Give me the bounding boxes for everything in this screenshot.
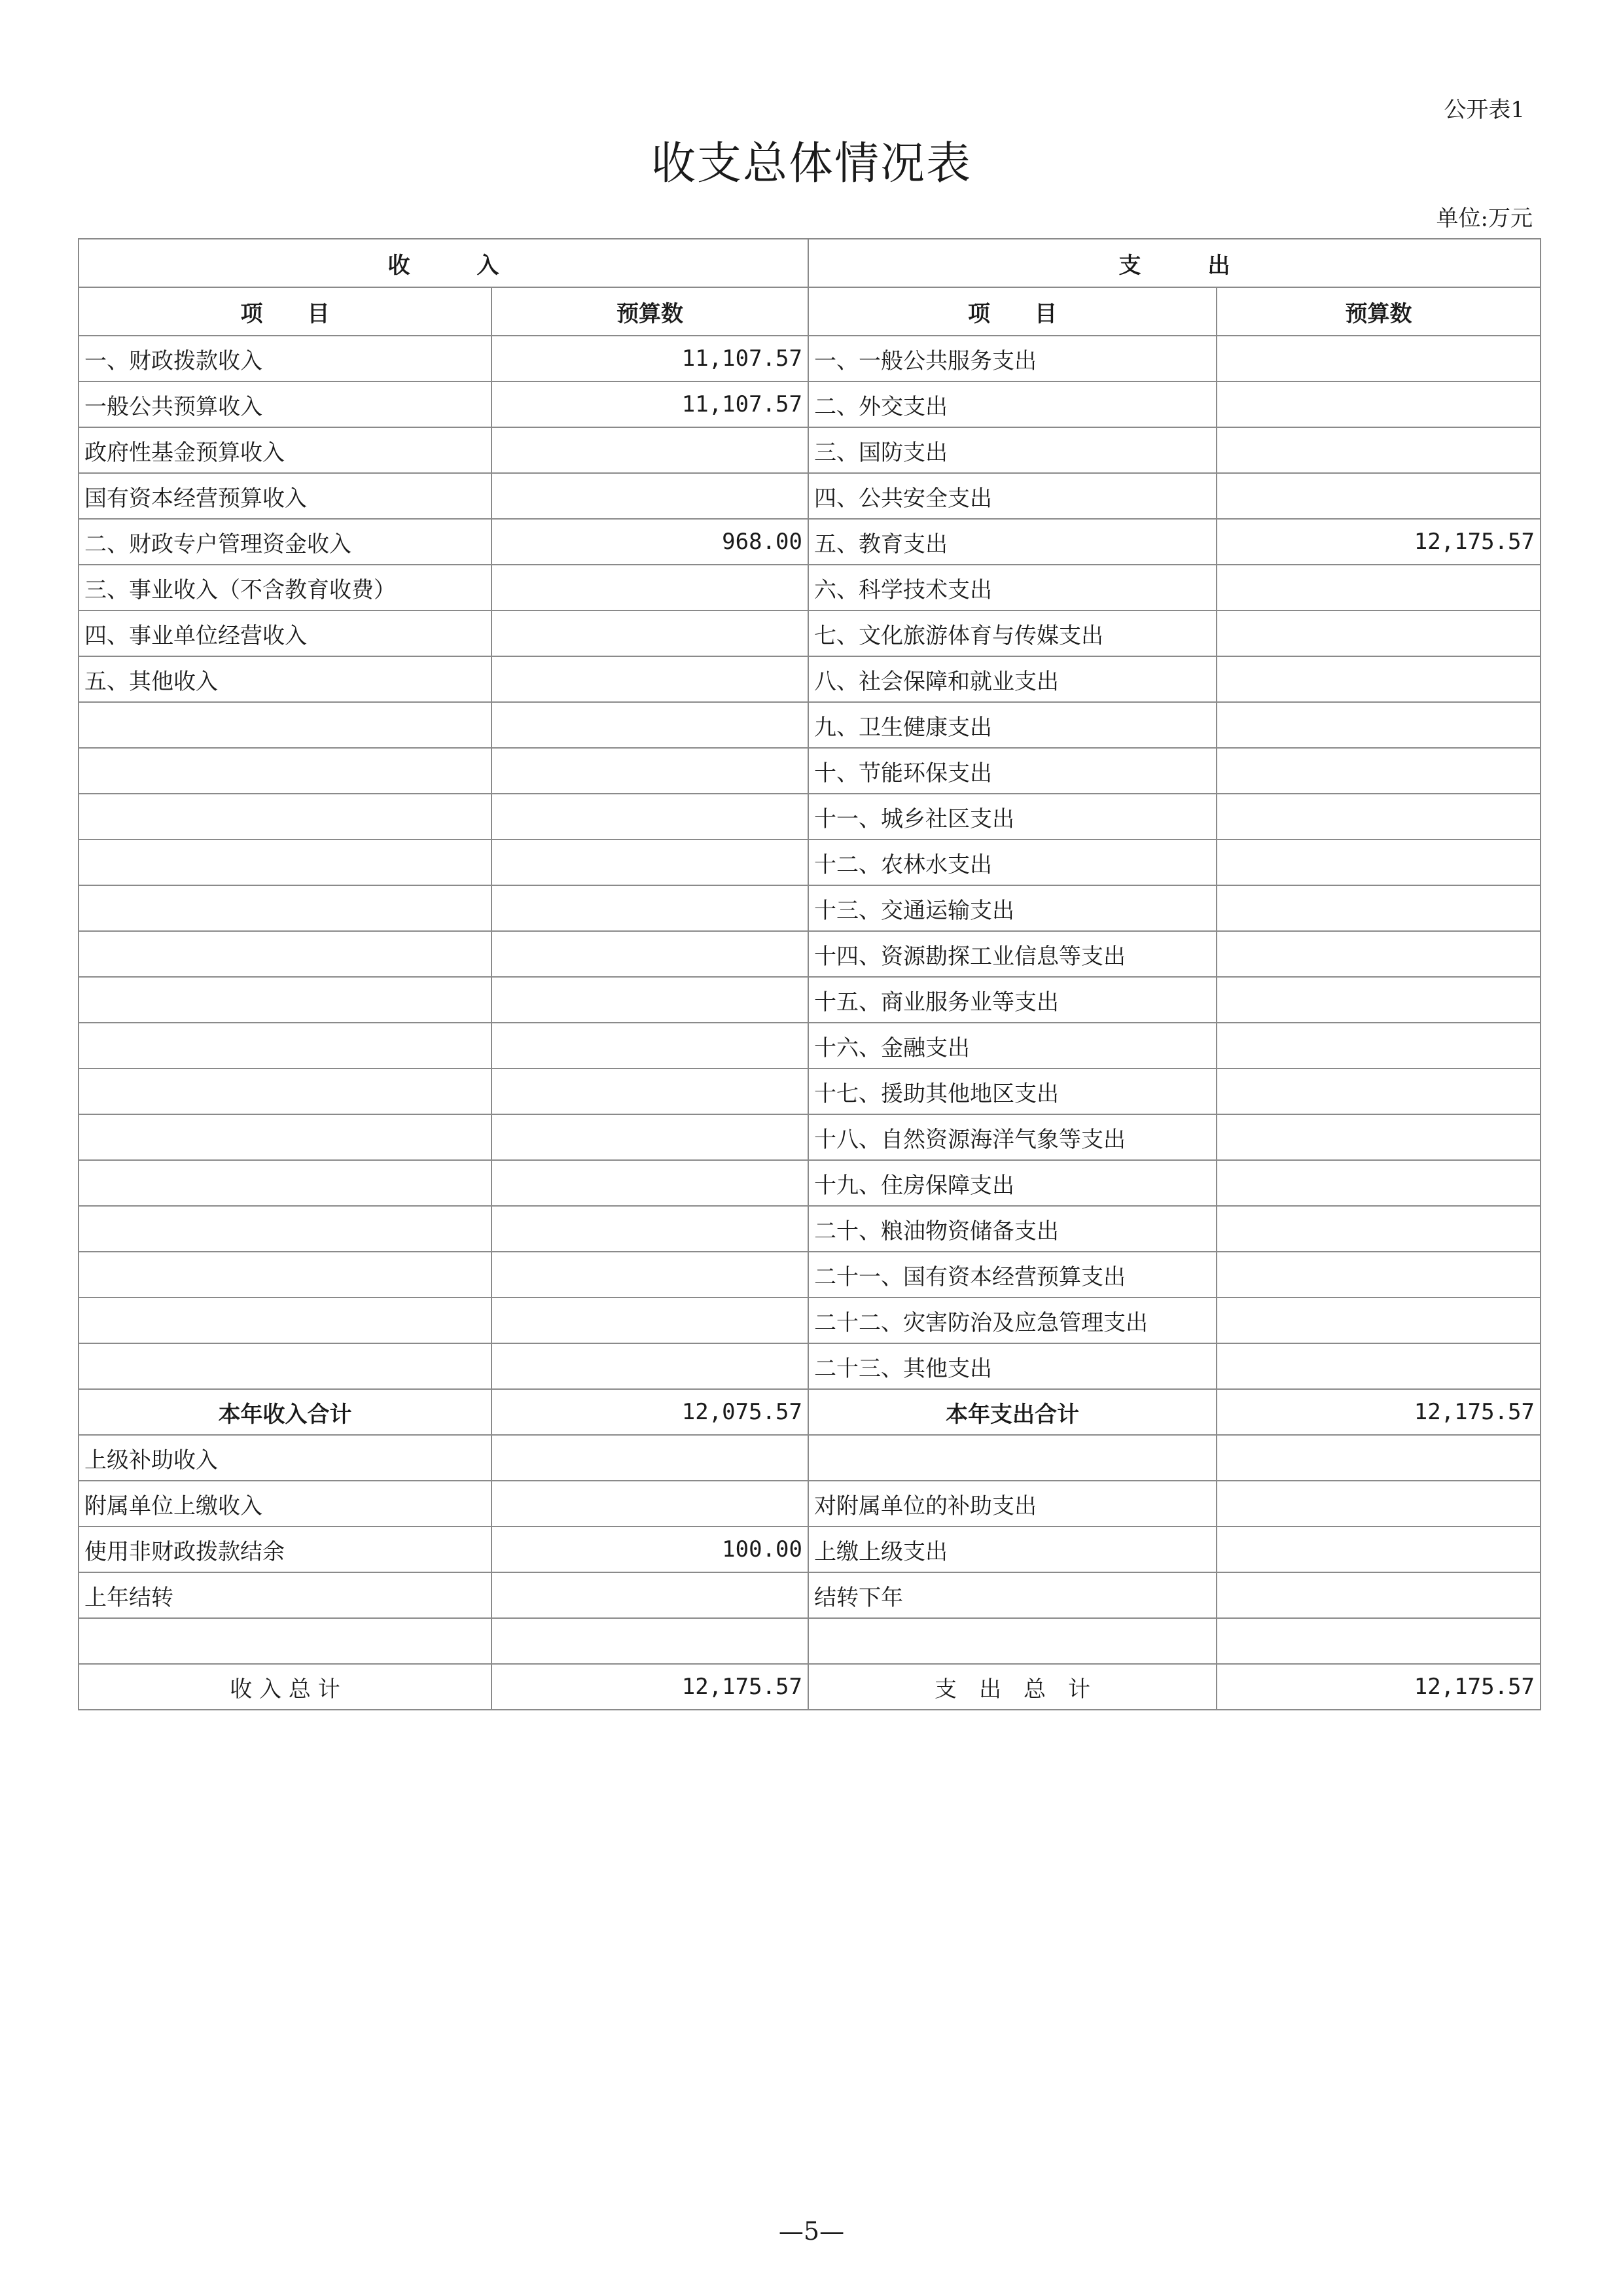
income-budget-column-header: 预算数 xyxy=(491,287,808,336)
income-value-cell: 11,107.57 xyxy=(491,381,808,427)
income-item-cell: 国有资本经营预算收入 xyxy=(79,473,491,519)
income-value-cell xyxy=(491,977,808,1023)
expense-item-cell: 六、科学技术支出 xyxy=(808,565,1217,610)
expense-item-cell: 二十三、其他支出 xyxy=(808,1343,1217,1389)
income-value-cell: 968.00 xyxy=(491,519,808,565)
expense-item-cell: 十、节能环保支出 xyxy=(808,748,1217,794)
income-item-cell: 二、财政专户管理资金收入 xyxy=(79,519,491,565)
income-value-cell xyxy=(491,794,808,839)
year-expense-total-label: 本年支出合计 xyxy=(808,1389,1217,1435)
income-item-cell xyxy=(79,1298,491,1343)
income-value-cell xyxy=(491,1252,808,1298)
expense-section-header: 支 出 xyxy=(808,239,1541,287)
income-value-cell xyxy=(491,1298,808,1343)
expense-item-cell: 三、国防支出 xyxy=(808,427,1217,473)
income-value-cell xyxy=(491,656,808,702)
table-row xyxy=(79,1343,1541,1389)
income-value-cell xyxy=(491,610,808,656)
income-item-cell xyxy=(79,1206,491,1252)
expense-value-cell xyxy=(1217,1069,1541,1114)
income-item-cell xyxy=(79,1618,491,1664)
page-number: —5— xyxy=(778,2217,845,2246)
document-code-label: 公开表1 xyxy=(1444,97,1525,123)
expense-value-cell xyxy=(1217,473,1541,519)
income-item-column-header: 项 目 xyxy=(79,287,491,336)
income-item-cell: 三、事业收入（不含教育收费） xyxy=(79,565,491,610)
expense-item-cell: 一、一般公共服务支出 xyxy=(808,336,1217,381)
expense-value-cell xyxy=(1217,565,1541,610)
expense-item-cell: 结转下年 xyxy=(808,1572,1217,1618)
expense-item-cell: 对附属单位的补助支出 xyxy=(808,1481,1217,1527)
expense-value-cell xyxy=(1217,1481,1541,1527)
table-row xyxy=(79,381,1541,427)
table-row xyxy=(79,565,1541,610)
column-header-row xyxy=(79,287,1541,336)
expense-value-cell xyxy=(1217,1618,1541,1664)
income-item-cell xyxy=(79,748,491,794)
table-row xyxy=(79,1069,1541,1114)
expense-value-cell xyxy=(1217,794,1541,839)
expense-value-cell xyxy=(1217,1252,1541,1298)
year-income-total-label: 本年收入合计 xyxy=(79,1389,491,1435)
income-item-cell xyxy=(79,1023,491,1069)
income-item-cell xyxy=(79,885,491,931)
expense-value-cell xyxy=(1217,1114,1541,1160)
income-item-cell: 政府性基金预算收入 xyxy=(79,427,491,473)
expense-value-cell xyxy=(1217,977,1541,1023)
expense-item-cell: 十五、商业服务业等支出 xyxy=(808,977,1217,1023)
table-row xyxy=(79,1618,1541,1664)
income-item-cell xyxy=(79,1252,491,1298)
expense-item-cell: 二、外交支出 xyxy=(808,381,1217,427)
income-value-cell xyxy=(491,748,808,794)
expense-value-cell xyxy=(1217,1343,1541,1389)
income-value-cell xyxy=(491,885,808,931)
table-row xyxy=(79,1114,1541,1160)
table-row xyxy=(79,1023,1541,1069)
table-row xyxy=(79,473,1541,519)
expense-item-cell: 五、教育支出 xyxy=(808,519,1217,565)
expense-value-cell xyxy=(1217,1435,1541,1481)
expense-item-cell: 十九、住房保障支出 xyxy=(808,1160,1217,1206)
income-value-cell xyxy=(491,1206,808,1252)
expense-item-cell: 二十、粮油物资储备支出 xyxy=(808,1206,1217,1252)
income-item-cell: 五、其他收入 xyxy=(79,656,491,702)
expense-item-column-header: 项 目 xyxy=(808,287,1217,336)
page-title: 收支总体情况表 xyxy=(651,138,972,190)
table-row xyxy=(79,885,1541,931)
income-value-cell: 100.00 xyxy=(491,1527,808,1572)
expense-value-cell xyxy=(1217,748,1541,794)
income-item-cell xyxy=(79,839,491,885)
income-value-cell xyxy=(491,1618,808,1664)
expense-item-cell: 二十一、国有资本经营预算支出 xyxy=(808,1252,1217,1298)
table-row xyxy=(79,656,1541,702)
expense-item-cell: 十七、援助其他地区支出 xyxy=(808,1069,1217,1114)
grand-total-row xyxy=(79,1664,1541,1710)
table-row xyxy=(79,702,1541,748)
table-row xyxy=(79,1252,1541,1298)
expense-item-cell: 四、公共安全支出 xyxy=(808,473,1217,519)
income-item-cell xyxy=(79,1069,491,1114)
expense-item-cell: 十四、资源勘探工业信息等支出 xyxy=(808,931,1217,977)
income-value-cell: 11,107.57 xyxy=(491,336,808,381)
grand-expense-total-value: 12,175.57 xyxy=(1217,1664,1541,1710)
expense-value-cell xyxy=(1217,427,1541,473)
income-item-cell xyxy=(79,1114,491,1160)
section-header-row xyxy=(79,239,1541,287)
expense-value-cell xyxy=(1217,610,1541,656)
expense-item-cell: 七、文化旅游体育与传媒支出 xyxy=(808,610,1217,656)
expense-item-cell: 十八、自然资源海洋气象等支出 xyxy=(808,1114,1217,1160)
expense-item-cell: 十六、金融支出 xyxy=(808,1023,1217,1069)
expense-item-cell: 八、社会保障和就业支出 xyxy=(808,656,1217,702)
income-item-cell xyxy=(79,977,491,1023)
table-row xyxy=(79,427,1541,473)
expense-value-cell xyxy=(1217,839,1541,885)
table-row xyxy=(79,610,1541,656)
expense-item-cell: 十一、城乡社区支出 xyxy=(808,794,1217,839)
table-row xyxy=(79,1572,1541,1618)
expense-value-cell xyxy=(1217,1527,1541,1572)
income-item-cell xyxy=(79,1343,491,1389)
income-item-cell xyxy=(79,931,491,977)
expense-value-cell xyxy=(1217,1206,1541,1252)
income-item-cell: 使用非财政拨款结余 xyxy=(79,1527,491,1572)
expense-budget-column-header: 预算数 xyxy=(1217,287,1541,336)
income-item-cell: 上年结转 xyxy=(79,1572,491,1618)
income-value-cell xyxy=(491,1023,808,1069)
expense-value-cell xyxy=(1217,656,1541,702)
income-value-cell xyxy=(491,1343,808,1389)
table-row xyxy=(79,977,1541,1023)
expense-value-cell xyxy=(1217,1298,1541,1343)
expense-item-cell: 上缴上级支出 xyxy=(808,1527,1217,1572)
income-item-cell: 附属单位上缴收入 xyxy=(79,1481,491,1527)
income-value-cell xyxy=(491,473,808,519)
table-row xyxy=(79,519,1541,565)
income-value-cell xyxy=(491,702,808,748)
expense-item-cell: 十二、农林水支出 xyxy=(808,839,1217,885)
expense-item-cell xyxy=(808,1435,1217,1481)
income-value-cell xyxy=(491,839,808,885)
budget-table xyxy=(78,238,1541,1710)
income-item-cell: 四、事业单位经营收入 xyxy=(79,610,491,656)
income-value-cell xyxy=(491,1572,808,1618)
table-row xyxy=(79,1298,1541,1343)
income-value-cell xyxy=(491,931,808,977)
expense-value-cell xyxy=(1217,931,1541,977)
expense-value-cell xyxy=(1217,336,1541,381)
income-value-cell xyxy=(491,427,808,473)
grand-income-total-value: 12,175.57 xyxy=(491,1664,808,1710)
expense-value-cell xyxy=(1217,702,1541,748)
income-value-cell xyxy=(491,1160,808,1206)
year-total-row xyxy=(79,1389,1541,1435)
grand-income-total-label: 收 入 总 计 xyxy=(79,1664,491,1710)
expense-item-cell: 二十二、灾害防治及应急管理支出 xyxy=(808,1298,1217,1343)
table-row xyxy=(79,1435,1541,1481)
table-row xyxy=(79,931,1541,977)
unit-label: 单位:万元 xyxy=(1436,205,1533,232)
expense-value-cell xyxy=(1217,885,1541,931)
expense-value-cell: 12,175.57 xyxy=(1217,519,1541,565)
year-income-total-value: 12,075.57 xyxy=(491,1389,808,1435)
table-row xyxy=(79,1481,1541,1527)
expense-item-cell: 九、卫生健康支出 xyxy=(808,702,1217,748)
income-value-cell xyxy=(491,1435,808,1481)
income-value-cell xyxy=(491,1114,808,1160)
table-row xyxy=(79,1206,1541,1252)
expense-value-cell xyxy=(1217,1572,1541,1618)
income-item-cell xyxy=(79,1160,491,1206)
expense-value-cell xyxy=(1217,1023,1541,1069)
income-item-cell: 一般公共预算收入 xyxy=(79,381,491,427)
income-section-header: 收 入 xyxy=(79,239,808,287)
table-row xyxy=(79,1527,1541,1572)
expense-value-cell xyxy=(1217,1160,1541,1206)
table-row xyxy=(79,794,1541,839)
income-value-cell xyxy=(491,565,808,610)
year-expense-total-value: 12,175.57 xyxy=(1217,1389,1541,1435)
income-item-cell: 一、财政拨款收入 xyxy=(79,336,491,381)
income-value-cell xyxy=(491,1481,808,1527)
income-value-cell xyxy=(491,1069,808,1114)
income-item-cell: 上级补助收入 xyxy=(79,1435,491,1481)
table-row xyxy=(79,336,1541,381)
expense-value-cell xyxy=(1217,381,1541,427)
income-item-cell xyxy=(79,794,491,839)
expense-item-cell: 十三、交通运输支出 xyxy=(808,885,1217,931)
income-item-cell xyxy=(79,702,491,748)
table-row xyxy=(79,839,1541,885)
table-row xyxy=(79,748,1541,794)
table-row xyxy=(79,1160,1541,1206)
expense-item-cell xyxy=(808,1618,1217,1664)
grand-expense-total-label: 支 出 总 计 xyxy=(808,1664,1217,1710)
